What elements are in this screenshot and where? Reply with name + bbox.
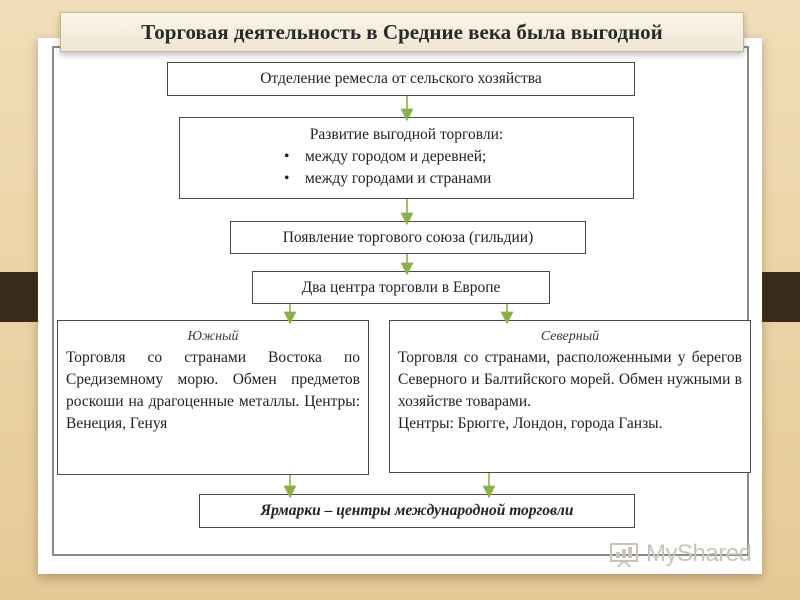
slide-title: Торговая деятельность в Средние века была выгодной: [60, 12, 744, 52]
list-item: • между городами и странами: [180, 168, 633, 190]
trade-development-heading: Развитие выгодной торговли:: [309, 126, 504, 143]
south-label: Южный: [187, 329, 239, 344]
box-separation: Отделение ремесла от сельского хозяйства: [167, 62, 635, 96]
box-guilds: Появление торгового союза (гильдии): [230, 221, 586, 254]
north-label: Северный: [540, 329, 600, 344]
watermark-text: MyShared: [646, 540, 752, 567]
box-fairs: Ярмарки – центры международной торговли: [199, 494, 635, 528]
south-description: Торговля со странами Востока по Средиземному морю. Обмен предметов роскоши на драгоценные металлы. Центры: Венеция, Генуя: [66, 349, 360, 432]
watermark: [608, 538, 751, 570]
presentation-icon: [608, 540, 642, 568]
box-two-centers: Два центра торговли в Европе: [252, 271, 550, 304]
north-centers: Центры: Брюгге, Лондон, города Ганзы.: [398, 415, 663, 432]
list-item: • между городом и деревней;: [180, 146, 633, 168]
north-description: Торговля со странами, расположенными у берегов Северного и Балтийского морей. Обмен нужными в хозяйстве товарами.: [398, 349, 742, 410]
